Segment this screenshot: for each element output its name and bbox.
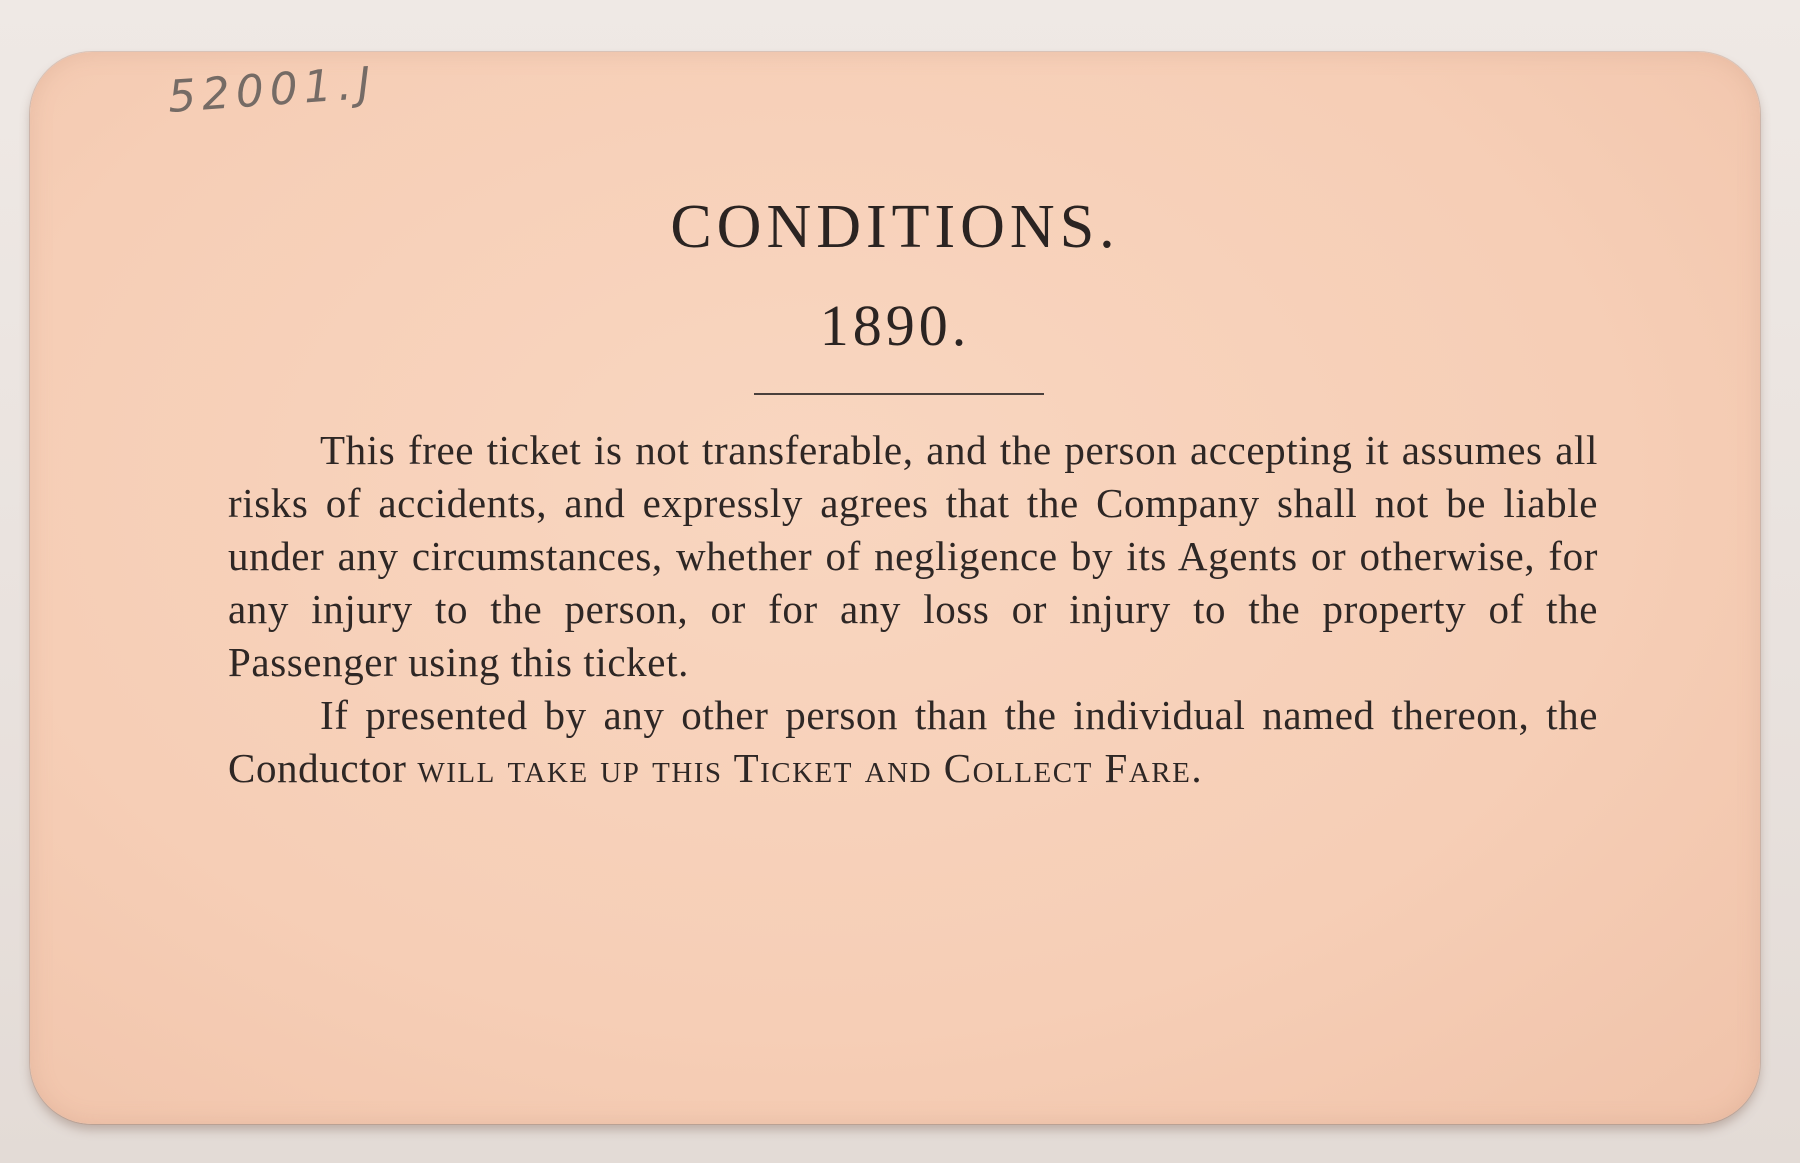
inventory-number: 52001.J: [166, 57, 379, 123]
title-divider: [754, 393, 1044, 395]
card-year: 1890.: [819, 293, 971, 358]
conditions-paragraph-1: This free ticket is not transferable, and the person accepting it assumes all risks of accidents, and expressly agrees that the Company shall not be liable under any circumstances, whether of negligence by its Agents or otherwise, for any injury to the person, or for any loss or injury to the property of the Passenger using this ticket.: [228, 427, 1598, 685]
conditions-paragraph-2-caps: will take up this Ticket and Collect Fare.: [417, 745, 1204, 791]
conditions-text: [228, 424, 1598, 795]
conditions-paragraph-2: [228, 689, 1598, 795]
conditions-paragraph-2-lead: If presented by any other person than the individual named thereon, the Conductor: [228, 692, 1598, 791]
ticket-card: [30, 52, 1760, 1124]
card-title: CONDITIONS.: [670, 193, 1120, 261]
